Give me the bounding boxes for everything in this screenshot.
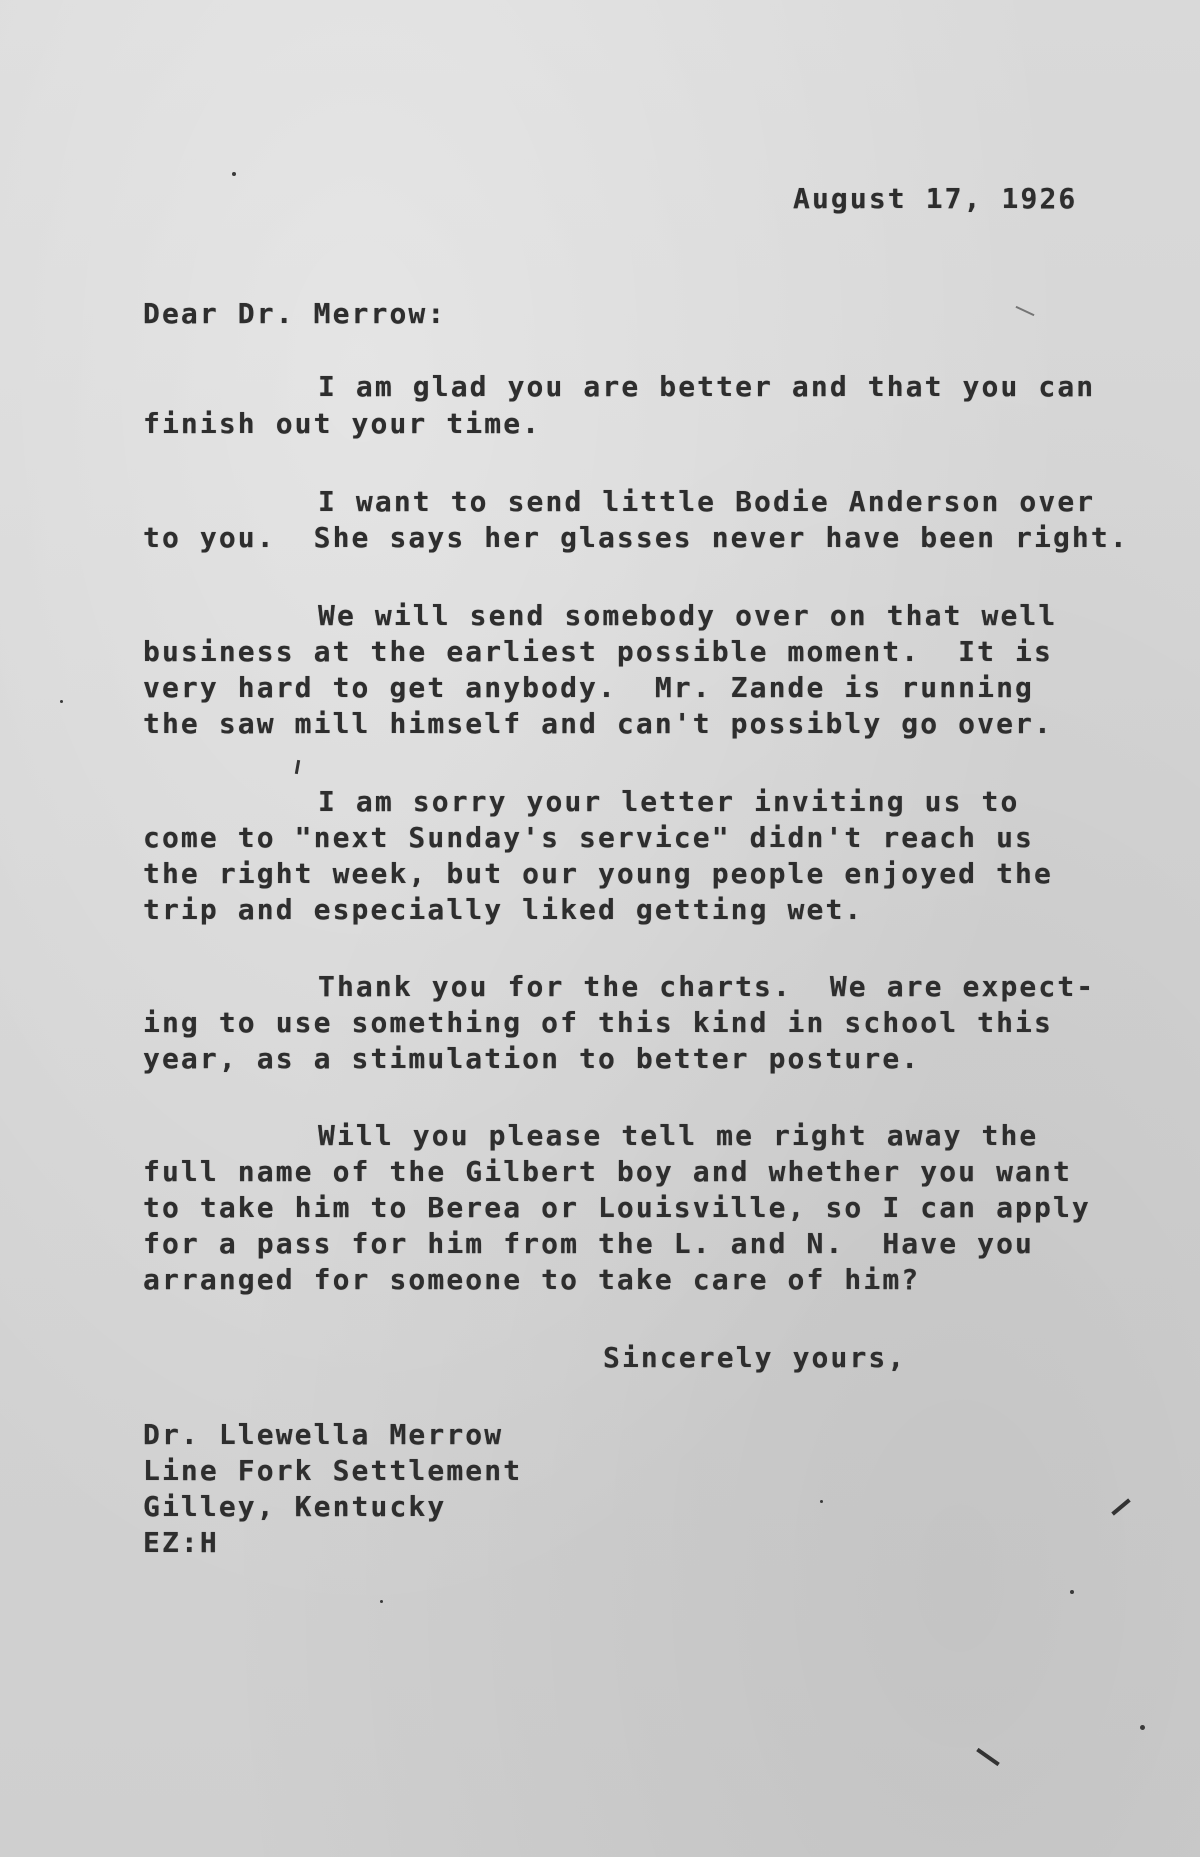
- ink-mark: [1111, 1498, 1130, 1515]
- paragraph-2-line-2: to you. She says her glasses never have been right.: [143, 521, 1129, 554]
- paper-speck: [232, 172, 236, 176]
- paragraph-4-line-1: I am sorry your letter inviting us to: [318, 785, 1020, 818]
- paragraph-3-line-4: the saw mill himself and can't possibly go over.: [143, 707, 1053, 740]
- address-line-3: Gilley, Kentucky: [143, 1490, 447, 1523]
- paper-speck: [60, 700, 63, 703]
- paragraph-1-line-2: finish out your time.: [143, 407, 542, 440]
- address-line-1: Dr. Llewella Merrow: [143, 1418, 504, 1451]
- paper-speck: [380, 1600, 383, 1603]
- paragraph-6-line-5: arranged for someone to take care of him?: [143, 1263, 921, 1296]
- paragraph-6-line-1: Will you please tell me right away the: [318, 1119, 1039, 1152]
- reference-initials: EZ:H: [143, 1526, 219, 1559]
- address-line-2: Line Fork Settlement: [143, 1454, 523, 1487]
- salutation: Dear Dr. Merrow:: [143, 297, 447, 330]
- paragraph-6-line-2: full name of the Gilbert boy and whether you want: [143, 1155, 1072, 1188]
- paper-speck: [1070, 1590, 1074, 1594]
- paragraph-6-line-3: to take him to Berea or Louisville, so I can apply: [143, 1191, 1091, 1224]
- ink-mark: [1016, 306, 1035, 316]
- paragraph-5-line-2: ing to use something of this kind in school this: [143, 1006, 1053, 1039]
- closing: Sincerely yours,: [603, 1341, 907, 1374]
- paper-speck: [820, 1500, 823, 1503]
- paragraph-6-line-4: for a pass for him from the L. and N. Have you: [143, 1227, 1034, 1260]
- paragraph-3-line-1: We will send somebody over on that well: [318, 599, 1058, 632]
- paragraph-4-line-4: trip and especially liked getting wet.: [143, 893, 864, 926]
- paper-speck: [1140, 1725, 1145, 1730]
- ink-mark: [976, 1748, 1000, 1766]
- ink-mark: [295, 760, 300, 774]
- paragraph-4-line-2: come to "next Sunday's service" didn't reach us: [143, 821, 1034, 854]
- paragraph-4-line-3: the right week, but our young people enjoyed the: [143, 857, 1053, 890]
- paragraph-1-line-1: I am glad you are better and that you can: [318, 370, 1096, 403]
- paragraph-2-line-1: I want to send little Bodie Anderson over: [318, 485, 1096, 518]
- letter-date: August 17, 1926: [793, 182, 1078, 215]
- paragraph-5-line-3: year, as a stimulation to better posture.: [143, 1042, 921, 1075]
- paragraph-3-line-2: business at the earliest possible moment. It is: [143, 635, 1053, 668]
- paragraph-3-line-3: very hard to get anybody. Mr. Zande is running: [143, 671, 1034, 704]
- paragraph-5-line-1: Thank you for the charts. We are expect-: [318, 970, 1096, 1003]
